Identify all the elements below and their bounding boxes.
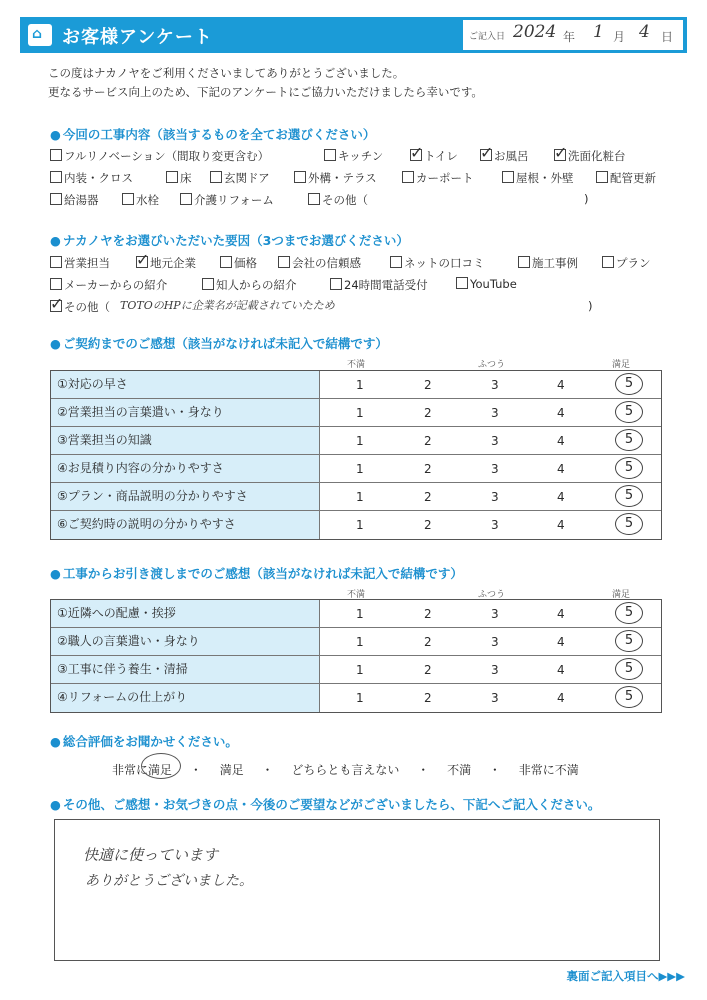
checkbox[interactable] (554, 149, 566, 161)
rating-options (320, 684, 661, 712)
rating-option[interactable]: 4 (557, 607, 565, 621)
option-label: ネットの口コミ (404, 256, 485, 270)
rating-options (320, 483, 661, 510)
day-value[interactable]: 4 (639, 22, 650, 42)
page-title: お客様アンケート (62, 27, 213, 48)
option-label: 洗面化粧台 (568, 149, 626, 163)
option-label: カーポート (416, 171, 474, 185)
q2-option[interactable] (50, 299, 110, 315)
option-label: その他（ (322, 193, 368, 207)
rating-option[interactable]: 4 (557, 406, 565, 420)
q1-option[interactable] (166, 170, 192, 186)
rating-option[interactable]: 3 (491, 663, 499, 677)
checkbox[interactable] (202, 278, 214, 290)
rating-label: ②営業担当の言葉遣い・身なり (51, 399, 320, 426)
rating-option[interactable]: 1 (356, 607, 364, 621)
rating-label: ③営業担当の知識 (51, 427, 320, 454)
rating-options (320, 600, 661, 627)
rating-selected[interactable]: 5 (615, 602, 643, 624)
rating-option[interactable]: 4 (557, 518, 565, 532)
rating-option[interactable]: 1 (356, 691, 364, 705)
scale-low: 不満 (347, 360, 366, 370)
q2-option[interactable] (220, 255, 257, 271)
option-label: プラン (616, 256, 651, 270)
q1-option[interactable] (50, 148, 269, 164)
rating-option[interactable]: 1 (356, 518, 364, 532)
rating-option[interactable]: 2 (424, 663, 432, 677)
q1-option[interactable] (324, 148, 383, 164)
rating-row (51, 656, 661, 684)
rating-row (51, 455, 661, 483)
checkbox[interactable] (220, 256, 232, 268)
rating-label: ④お見積り内容の分かりやすさ (51, 455, 320, 482)
rating-option[interactable]: 4 (557, 490, 565, 504)
rating-option[interactable]: 3 (491, 691, 499, 705)
rating-row (51, 399, 661, 427)
rating-option[interactable]: 2 (424, 434, 432, 448)
option-label: 地元企業 (150, 256, 196, 270)
q2-option[interactable] (330, 277, 428, 293)
rating-selected[interactable]: 5 (615, 686, 643, 708)
date-label: ご記入日 (469, 32, 506, 42)
overall-option[interactable]: 不満 (447, 763, 472, 777)
q1-option[interactable] (502, 170, 574, 186)
rating-label: ①対応の早さ (51, 371, 320, 398)
rating-option[interactable]: 4 (557, 434, 565, 448)
date-field[interactable] (463, 20, 683, 50)
checkbox[interactable] (50, 256, 62, 268)
option-label: 介護リフォーム (194, 193, 274, 207)
rating-row (51, 600, 661, 628)
q3-heading: ● ご契約までのご感想（該当がなければ未記入で結構です） (50, 334, 388, 352)
scale-mid: ふつう (478, 360, 506, 370)
rating-row (51, 371, 661, 399)
q2-option[interactable] (50, 255, 110, 271)
option-label: メーカーからの紹介 (64, 278, 168, 292)
q1-option[interactable] (50, 170, 133, 186)
intro-line: 更なるサービス向上のため、下記のアンケートにご協力いただけましたら幸いです。 (48, 85, 483, 99)
option-label: 水栓 (136, 193, 159, 207)
checkbox[interactable] (50, 300, 62, 312)
q1-option[interactable] (480, 148, 529, 164)
q2-option[interactable] (278, 255, 361, 271)
option-label: 給湯器 (64, 193, 99, 207)
rating-selected[interactable]: 5 (615, 658, 643, 680)
rating-selected[interactable]: 5 (615, 630, 643, 652)
overall-options (112, 761, 593, 778)
option-label: お風呂 (494, 149, 529, 163)
rating-option[interactable]: 2 (424, 406, 432, 420)
rating-row (51, 684, 661, 712)
q6-heading: ● その他、ご感想・お気づきの点・今後のご要望などがございましたら、下記へご記入ください。 (50, 795, 600, 813)
overall-option[interactable]: 非常に満足 (112, 763, 173, 777)
q2-other-text[interactable]: TOTOのHPに企業名が記載されていたため (120, 299, 335, 312)
rating-option[interactable]: 2 (424, 490, 432, 504)
checkbox[interactable] (330, 278, 342, 290)
rating-option[interactable]: 1 (356, 490, 364, 504)
q1-heading: ● 今回の工事内容（該当するものを全てお選びください） (50, 125, 375, 143)
rating-option[interactable]: 2 (424, 518, 432, 532)
rating-options (320, 656, 661, 683)
rating-label: ③工事に伴う養生・清掃 (51, 656, 320, 683)
separator: ・ (189, 763, 202, 777)
q2-option[interactable] (456, 277, 517, 291)
q2-option[interactable] (50, 277, 167, 293)
rating-option[interactable]: 1 (356, 663, 364, 677)
overall-option[interactable]: 非常に不満 (518, 763, 579, 777)
option-label: 配管更新 (610, 171, 656, 185)
rating-option[interactable]: 4 (557, 635, 565, 649)
year-value[interactable]: 2024 (513, 22, 557, 42)
checkbox[interactable] (294, 171, 306, 183)
q1-option[interactable] (308, 192, 368, 208)
q2-option[interactable] (202, 277, 297, 293)
checkbox[interactable] (456, 277, 468, 289)
q1-option[interactable] (50, 192, 99, 208)
q1-option[interactable] (554, 148, 626, 164)
checkbox[interactable] (122, 193, 134, 205)
intro-text (48, 64, 483, 102)
checkbox[interactable] (210, 171, 222, 183)
option-label: 屋根・外壁 (516, 171, 574, 185)
rating-option[interactable]: 2 (424, 691, 432, 705)
q2-option[interactable] (136, 255, 196, 271)
option-label: 24時間電話受付 (344, 278, 428, 292)
rating-options (320, 455, 661, 482)
checkbox[interactable] (518, 256, 530, 268)
scale-low: 不満 (347, 590, 366, 600)
q2-option[interactable] (518, 255, 578, 271)
option-label: 価格 (234, 256, 257, 270)
checkbox[interactable] (180, 193, 192, 205)
q1-option[interactable] (180, 192, 274, 208)
rating-row (51, 427, 661, 455)
q2-option[interactable] (602, 255, 651, 271)
company-logo-icon: ⌂ (28, 24, 52, 46)
rating-selected[interactable]: 5 (615, 401, 643, 423)
q1-option[interactable] (596, 170, 656, 186)
option-label: 床 (180, 171, 192, 185)
rating-row (51, 511, 661, 539)
rating-option[interactable]: 1 (356, 378, 364, 392)
overall-option[interactable]: 満足 (219, 763, 244, 777)
month-value[interactable]: 1 (593, 22, 604, 42)
day-unit: 日 (661, 30, 674, 44)
rating-selected[interactable]: 5 (615, 485, 643, 507)
rating-option[interactable]: 2 (424, 635, 432, 649)
option-label: 玄関ドア (224, 171, 270, 185)
option-label: YouTube (470, 277, 517, 291)
checkbox[interactable] (410, 149, 422, 161)
checkbox[interactable] (166, 171, 178, 183)
comment-line: 快適に使っています (83, 846, 219, 864)
checkbox[interactable] (50, 278, 62, 290)
rating-option[interactable]: 1 (356, 635, 364, 649)
q1-option[interactable] (402, 170, 474, 186)
rating-option[interactable]: 3 (491, 434, 499, 448)
rating-option[interactable]: 2 (424, 378, 432, 392)
rating-row (51, 483, 661, 511)
q1-option[interactable] (294, 170, 377, 186)
scale-mid: ふつう (478, 590, 506, 600)
rating-option[interactable]: 3 (491, 607, 499, 621)
rating-row (51, 628, 661, 656)
checkbox[interactable] (324, 149, 336, 161)
rating-selected[interactable]: 5 (615, 513, 643, 535)
checkbox[interactable] (136, 256, 148, 268)
q2-other-close: ) (588, 299, 593, 313)
rating-option[interactable]: 4 (557, 691, 565, 705)
scale-high: 満足 (612, 360, 631, 370)
checkbox[interactable] (50, 193, 62, 205)
rating-selected[interactable]: 5 (615, 457, 643, 479)
checkbox[interactable] (502, 171, 514, 183)
option-label: 会社の信頼感 (292, 256, 361, 270)
rating-option[interactable]: 3 (491, 490, 499, 504)
option-label: 内装・クロス (64, 171, 133, 185)
option-label: 外構・テラス (308, 171, 377, 185)
rating-option[interactable]: 4 (557, 663, 565, 677)
option-label: 営業担当 (64, 256, 110, 270)
rating-options (320, 427, 661, 454)
rating-options (320, 399, 661, 426)
option-label: キッチン (338, 149, 384, 163)
q2-option[interactable] (390, 255, 485, 271)
intro-line: この度はナカノヤをご利用くださいましてありがとうございました。 (48, 66, 405, 80)
checkbox[interactable] (596, 171, 608, 183)
checkbox[interactable] (50, 149, 62, 161)
rating-label: ⑤プラン・商品説明の分かりやすさ (51, 483, 320, 510)
q1-other-close: ) (584, 192, 589, 206)
comment-line: ありがとうございました。 (85, 873, 253, 889)
separator: ・ (417, 763, 430, 777)
rating-option[interactable]: 3 (491, 635, 499, 649)
year-unit: 年 (563, 30, 576, 44)
rating-option[interactable]: 3 (491, 518, 499, 532)
rating-option[interactable]: 1 (356, 462, 364, 476)
header-bar (20, 17, 687, 53)
q4-heading: ● 工事からお引き渡しまでのご感想（該当がなければ未記入で結構です） (50, 564, 463, 582)
rating-option[interactable]: 3 (491, 378, 499, 392)
rating-option[interactable]: 2 (424, 462, 432, 476)
option-label: 知人からの紹介 (216, 278, 297, 292)
rating-option[interactable]: 4 (557, 378, 565, 392)
checkbox[interactable] (278, 256, 290, 268)
scale-high: 満足 (612, 590, 631, 600)
option-label: トイレ (424, 149, 458, 163)
checkbox[interactable] (390, 256, 402, 268)
rating-label: ①近隣への配慮・挨拶 (51, 600, 320, 627)
checkbox[interactable] (480, 149, 492, 161)
option-label: フルリノベーション（間取り変更含む） (64, 149, 270, 163)
rating-option[interactable]: 4 (557, 462, 565, 476)
q1-option[interactable] (410, 148, 458, 164)
rating-options (320, 511, 661, 539)
q1-option[interactable] (122, 192, 159, 208)
checkbox[interactable] (50, 171, 62, 183)
option-label: 施工事例 (532, 256, 578, 270)
rating-options (320, 371, 661, 398)
next-page-link[interactable]: 裏面ご記入項目へ▶▶▶ (566, 969, 685, 983)
rating-option[interactable]: 1 (356, 434, 364, 448)
checkbox[interactable] (308, 193, 320, 205)
q1-option[interactable] (210, 170, 270, 186)
rating-option[interactable]: 3 (491, 406, 499, 420)
overall-option[interactable]: どちらとも言えない (291, 763, 400, 777)
checkbox[interactable] (602, 256, 614, 268)
rating-option[interactable]: 1 (356, 406, 364, 420)
month-unit: 月 (613, 30, 626, 44)
comment-box[interactable] (54, 819, 660, 961)
rating-label: ②職人の言葉遣い・身なり (51, 628, 320, 655)
rating-option[interactable]: 2 (424, 607, 432, 621)
q3-rating-table (50, 370, 662, 540)
q5-heading: ● 総合評価をお聞かせください。 (50, 732, 238, 750)
overall-selection-circle (141, 753, 181, 779)
q2-heading: ● ナカノヤをお選びいただいた要因（3つまでお選びください） (50, 231, 409, 249)
separator: ・ (261, 763, 274, 777)
rating-options (320, 628, 661, 655)
q4-rating-table (50, 599, 662, 713)
rating-selected[interactable]: 5 (615, 429, 643, 451)
checkbox[interactable] (402, 171, 414, 183)
option-label: その他（ (64, 300, 110, 314)
rating-label: ④リフォームの仕上がり (51, 684, 320, 712)
rating-label: ⑥ご契約時の説明の分かりやすさ (51, 511, 320, 539)
separator: ・ (488, 763, 501, 777)
rating-selected[interactable]: 5 (615, 373, 643, 395)
rating-option[interactable]: 3 (491, 462, 499, 476)
